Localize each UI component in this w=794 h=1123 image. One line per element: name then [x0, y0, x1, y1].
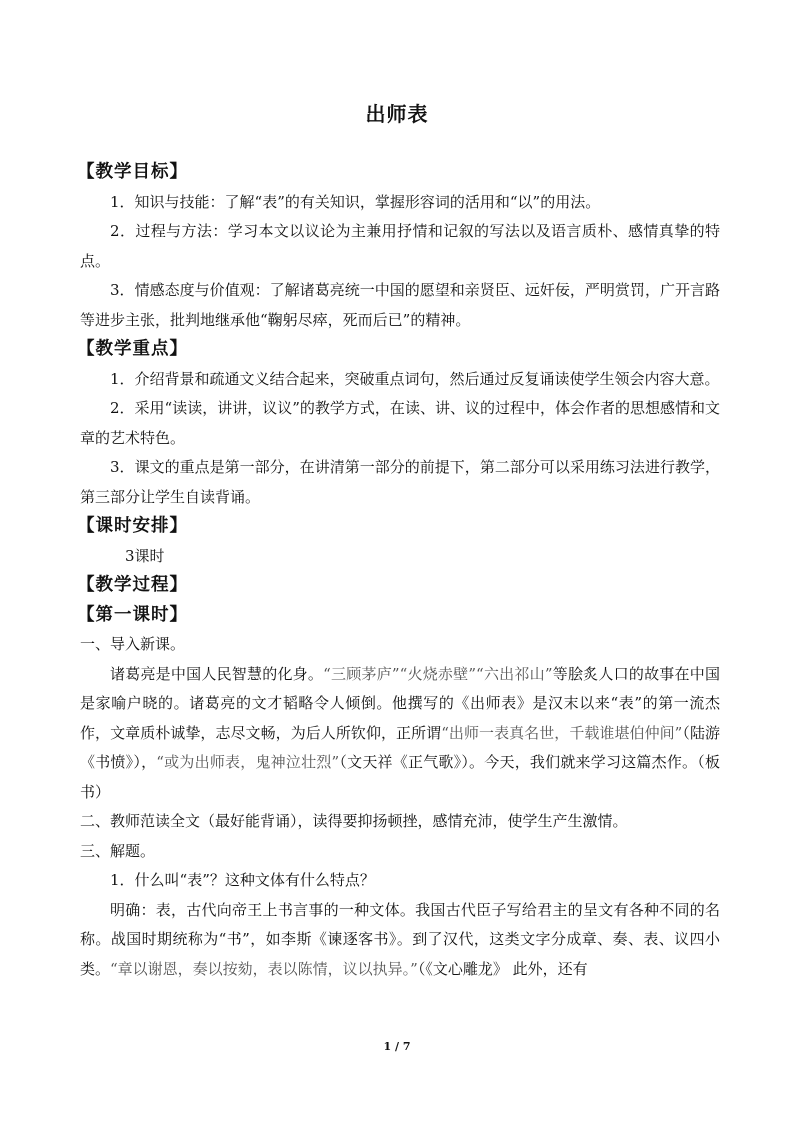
intro-text: 等脍炙人口的故事在中国是家喻户晓的。诸葛亮的文才韬略令人倾倒。他撰写的《出师表》是汉末以来“表”的第一流杰作，文章质朴诚挚，志尽文畅，为后人所钦仰，正所谓: [80, 664, 720, 742]
section-heading-schedule: 【课时安排】: [77, 516, 188, 536]
intro-text: 诸葛亮是中国人民智慧的化身。: [110, 664, 324, 683]
goal-item: 2．过程与方法：学习本文以议论为主兼用抒情和记叙的写法以及语言质朴、感情真挚的特点。: [80, 222, 720, 270]
intro-text: （文天祥《正气歌》）。今天，我们就来学习这篇杰作。（板书）: [80, 753, 720, 801]
answer-text: （《文心雕龙》 此外，还有: [417, 959, 588, 978]
section-heading-goals: 【教学目标】: [77, 162, 188, 182]
intro-paragraph: [80, 660, 720, 808]
section-heading-process: 【教学过程】: [77, 575, 188, 595]
schedule-value: 3课时: [125, 546, 165, 565]
document-title: 出师表: [365, 102, 429, 126]
intro-text: （陆游《书愤》），: [80, 723, 720, 771]
step-heading: 一、导入新课。: [80, 635, 186, 653]
goal-item: 3．情感态度与价值观：了解诸葛亮统一中国的愿望和亲贤臣、远奸佞，严明赏罚，广开言路等进步主张，批判地继承他“鞠躬尽瘁，死而后已”的精神。: [80, 281, 720, 329]
page-number: 1 / 7: [383, 1040, 411, 1053]
question-item: 1．什么叫“表”？这种文体有什么特点？: [110, 871, 375, 889]
answer-paragraph: [80, 896, 720, 985]
focus-item: 2．采用“读读，讲讲，议议”的教学方式，在读、讲、议的过程中，体会作者的思想感情和文章的艺术特色。: [80, 399, 720, 447]
focus-item: 3．课文的重点是第一部分，在讲清第一部分的前提下，第二部分可以采用练习法进行教学，第三部分让学生自读背诵。: [80, 458, 720, 506]
goal-item: 1．知识与技能：了解“表”的有关知识，掌握形容词的活用和“以”的用法。: [110, 192, 601, 211]
step-heading: 三、解题。: [80, 841, 156, 860]
document-body: [77, 158, 720, 984]
answer-quote: “章以谢恩，奏以按劾，表以陈情，议以执异。”: [110, 959, 418, 978]
section-heading-lesson-1: 【第一课时】: [77, 604, 188, 625]
focus-item: 1．介绍背景和疏通文义结合起来，突破重点词句，然后通过反复诵读使学生领会内容大意。: [110, 369, 720, 388]
intro-quote: “或为出师表，鬼神泣壮烈”: [156, 753, 340, 771]
section-heading-focus: 【教学重点】: [77, 339, 188, 359]
intro-quote: “出师一表真名世，千载谁堪伯仲间”: [441, 723, 683, 742]
answer-text: 明确：表，古代向帝王上书言事的一种文体。我国古代臣子写给君主的呈文有各种不同的名称。战国时期统称为“书”，如李斯《谏逐客书》。到了汉代，这类文字分成章、奏、表、议四小类。: [80, 900, 720, 978]
intro-quote: “三顾茅庐”“火烧赤壁”“六出祁山”: [323, 664, 553, 683]
step-heading: 二、教师范读全文（最好能背诵），读得要抑扬顿挫，感情充沛，使学生产生激情。: [80, 812, 628, 830]
